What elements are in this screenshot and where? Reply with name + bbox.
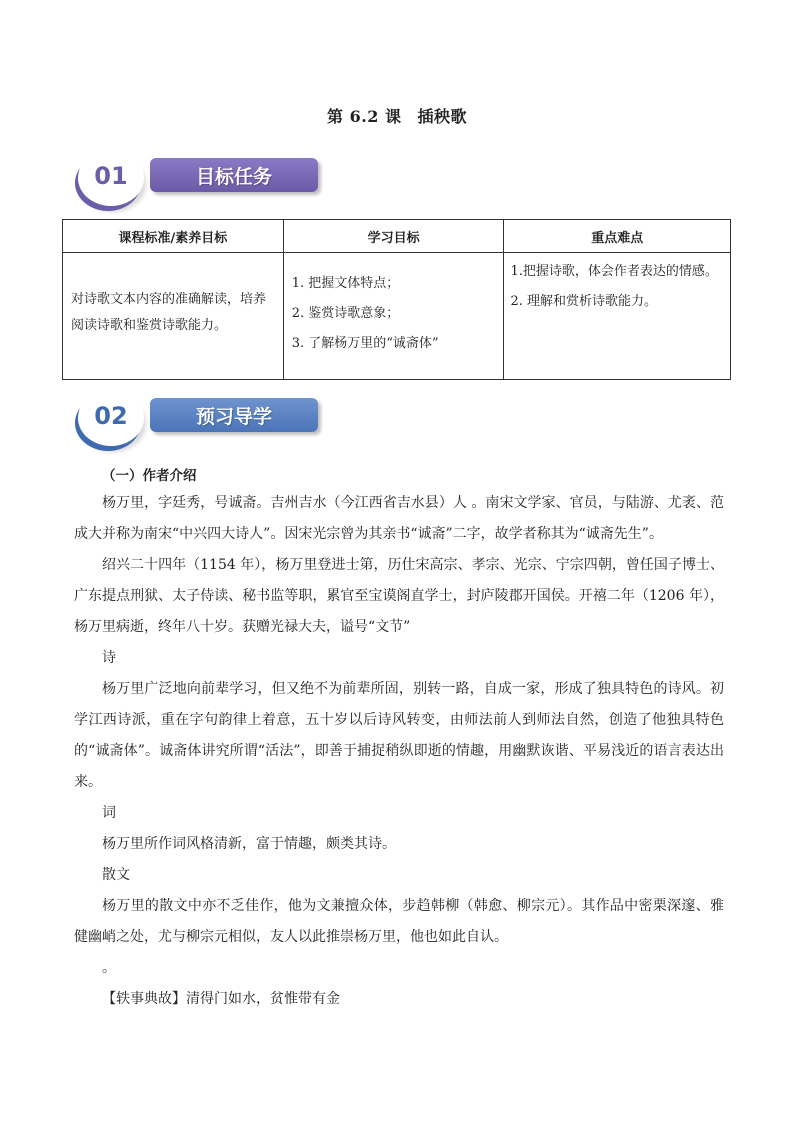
section-label: 预习导学 [195,406,272,428]
page-title [0,104,794,127]
standard-text: 对诗歌文本内容的准确解读，培养阅读诗歌和鉴赏诗歌能力。 [71,292,267,333]
section-header-goals [78,150,328,210]
paragraph: 杨万里广泛地向前辈学习，但又绝不为前辈所固，别转一路，自成一家，形成了独具特色的诗风。初学江西诗派，重在字句韵律上着意，五十岁以后诗风转变，由师法前人到师法自然，创造了他独具特色的“诚斋体”。诚斋体讲究所谓“活法”，即善于捕捉稍纵即逝的情趣，用幽默诙谐、平易浅近的语言表达出来。 [74,681,724,790]
subsection-heading: （一）作者介绍 [102,468,197,484]
heading-prose: 散文 [102,867,130,883]
table-cell-objectives [283,253,504,380]
stray-mark: 。 [102,960,116,976]
paragraph: 绍兴二十四年（1154 年），杨万里登进士第，历仕宋高宗、孝宗、光宗、宁宗四朝，曾任国子博士、广东提点刑狱、太子侍读、秘书监等职，累官至宝谟阁直学士，封庐陵郡开国侯。开禧二年（1206 年），杨万里病逝，终年八十岁。获赠光禄大夫，谥号“文节” [74,557,724,635]
keypoint-item: 1.把握诗歌，体会作者表达的情感。 [510,264,718,279]
lesson-number: 第 6.2 课 [327,107,402,126]
objective-item: 1. 把握文体特点； [291,276,400,291]
section-label-bar [150,158,318,192]
paragraph: 杨万里的散文中亦不乏佳作，他为文兼擅众体，步趋韩柳（韩愈、柳宗元）。其作品中密栗深邃、雅健幽峭之处，尤与柳宗元相似，友人以此推崇杨万里，他也如此自认。 [74,898,724,945]
table-header: 重点难点 [504,220,731,253]
section-number: 02 [94,402,128,430]
table-header: 课程标准/素养目标 [63,220,284,253]
section-label: 目标任务 [195,166,272,188]
section-header-preview [78,390,328,450]
table-cell-standard [63,253,284,380]
anecdote-line: 【轶事典故】清得门如水，贫惟带有金 [102,991,340,1007]
section-number-badge [78,390,144,446]
paragraph: 杨万里所作词风格清新，富于情趣，颇类其诗。 [102,836,396,852]
heading-ci: 词 [102,805,116,821]
body-content [74,464,724,1015]
heading-poetry: 诗 [102,650,116,666]
objective-item: 2. 鉴赏诗歌意象； [291,306,400,321]
keypoint-item: 2. 理解和赏析诗歌能力。 [510,294,658,309]
table-header: 学习目标 [283,220,504,253]
goals-table [62,219,731,380]
section-number-badge [78,150,144,206]
table-header-row [63,220,731,253]
lesson-name: 插秧歌 [417,107,467,126]
table-cell-keypoints [504,253,731,380]
objective-item: 3. 了解杨万里的“诚斋体” [291,336,439,351]
paragraph: 杨万里，字廷秀，号诚斋。吉州吉水（今江西省吉水县）人 。南宋文学家、官员，与陆游、尤袤、范成大并称为南宋“中兴四大诗人”。因宋光宗曾为其亲书“诚斋”二字，故学者称其为“诚斋先生”。 [74,495,724,542]
table-row [63,253,731,380]
section-number: 01 [94,162,128,190]
section-label-bar [150,398,318,432]
